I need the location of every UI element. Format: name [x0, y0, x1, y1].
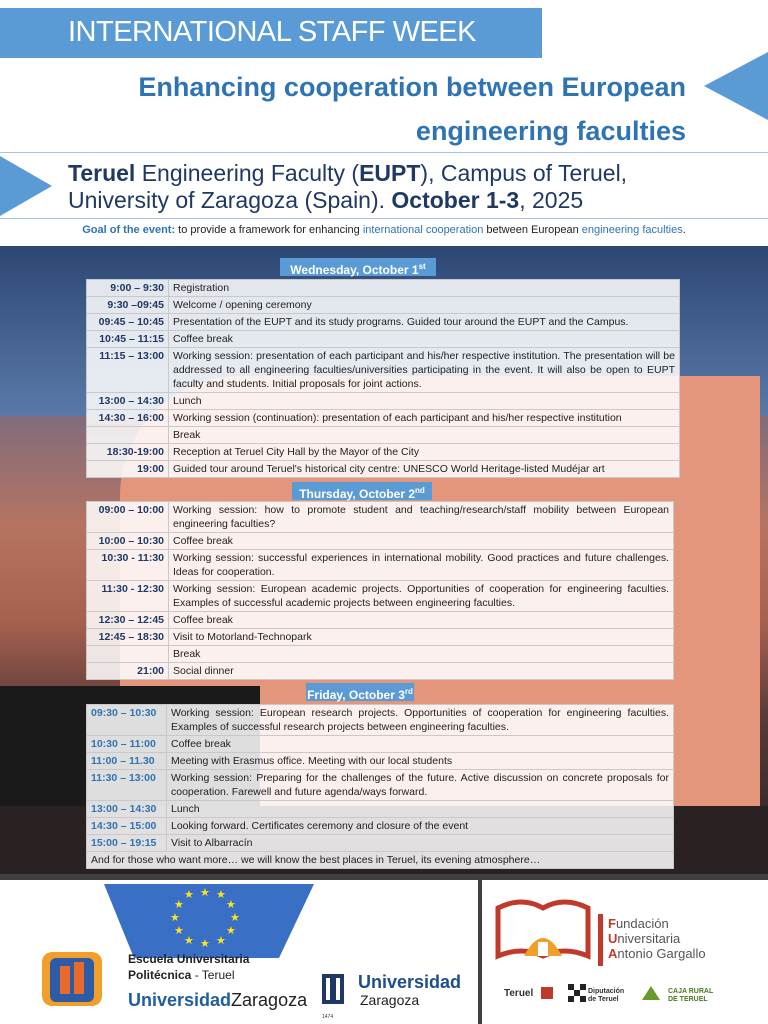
row-desc: Working session: successful experiences in international mobility. Good practices and future challenges. Ideas for cooperation.: [169, 550, 674, 581]
row-desc: Social dinner: [169, 663, 674, 680]
day-heading-thursday: [292, 482, 432, 500]
row-desc: Visit to Albarracín: [167, 835, 674, 852]
row-time: 10:45 – 11:15: [87, 331, 169, 348]
svg-text:★: ★: [184, 934, 194, 947]
table-row: [87, 314, 680, 331]
row-desc: Presentation of the EUPT and its study programs. Guided tour around the EUPT and the Campus.: [169, 314, 680, 331]
divider-mid: [0, 218, 768, 219]
row-time: 15:00 – 19:15: [87, 835, 167, 852]
table-row: [87, 502, 674, 533]
row-time: 19:00: [87, 461, 169, 478]
row-time: 09:45 – 10:45: [87, 314, 169, 331]
goal-part2: between European: [483, 224, 582, 236]
svg-text:★: ★: [200, 886, 210, 899]
row-desc: Coffee break: [167, 736, 674, 753]
row-desc: Reception at Teruel City Hall by the Mayor of the City: [169, 444, 680, 461]
row-desc: Working session: how to promote student and teaching/research/staff mobility between European engineering faculties?: [169, 502, 674, 533]
row-desc: Meeting with Erasmus office. Meeting with our local students: [167, 753, 674, 770]
svg-text:★: ★: [226, 924, 236, 937]
goal-highlight1: international cooperation: [362, 224, 484, 236]
row-time: 13:00 – 14:30: [87, 801, 167, 818]
svg-text:★: ★: [174, 898, 184, 911]
goal-part3: .: [682, 224, 686, 236]
footer-top-bar: [0, 874, 768, 880]
table-row: [87, 852, 674, 869]
row-desc: Visit to Motorland-Technopark: [169, 629, 674, 646]
caja-rural-logo: CAJA RURAL DE TERUEL: [668, 988, 714, 1003]
table-row: [87, 280, 680, 297]
svg-text:★: ★: [226, 898, 236, 911]
uz-wordmark-bold: Universidad: [128, 990, 232, 1010]
table-row: [87, 770, 674, 801]
row-desc: Working session: European research projects. Opportunities of cooperation for engineering faculties. Examples of successful research projects between engineering faculties.: [167, 705, 674, 736]
schedule-wednesday: [86, 279, 680, 478]
table-row: [87, 444, 680, 461]
row-time: [87, 427, 169, 444]
eupt-logo-icon: [38, 948, 106, 1010]
svg-text:★: ★: [216, 934, 226, 947]
fua-book-icon: [494, 896, 592, 972]
uz-wordmark-left: [128, 990, 307, 1011]
decor-triangle-right-icon: [704, 52, 768, 120]
row-desc: Coffee break: [169, 612, 674, 629]
row-time: 09:30 – 10:30: [87, 705, 167, 736]
row-desc: Lunch: [169, 393, 680, 410]
row-time: 21:00: [87, 663, 169, 680]
table-row: [87, 331, 680, 348]
row-desc: Break: [169, 427, 680, 444]
table-row: [87, 410, 680, 427]
fua-rest1: undación: [615, 916, 669, 931]
eu-flag-icon: [104, 884, 314, 958]
table-row: [87, 646, 674, 663]
table-row: [87, 818, 674, 835]
goal-highlight2: engineering faculties: [581, 224, 683, 236]
escuela-teruel: - Teruel: [191, 968, 235, 982]
table-row: [87, 612, 674, 629]
table-row: [87, 663, 674, 680]
row-time: 12:45 – 18:30: [87, 629, 169, 646]
table-row: [87, 736, 674, 753]
table-row: [87, 835, 674, 852]
row-time: 9:30 –09:45: [87, 297, 169, 314]
svg-text:★: ★: [230, 911, 240, 924]
day-heading-sup: st: [418, 262, 426, 271]
table-row: [87, 533, 674, 550]
subtitle-line2: engineering faculties: [415, 116, 686, 146]
row-desc: Lunch: [167, 801, 674, 818]
table-row: [87, 550, 674, 581]
uz-name-line1: Universidad: [358, 972, 462, 992]
row-time: 14:30 – 15:00: [87, 818, 167, 835]
venue-campus: ), Campus of Teruel,: [420, 160, 628, 186]
table-row: [87, 348, 680, 393]
venue-acronym: EUPT: [359, 160, 421, 186]
schedule-thursday: [86, 501, 674, 680]
fua-line3: [608, 946, 706, 961]
row-desc: Welcome / opening ceremony: [169, 297, 680, 314]
day-heading-wednesday: [280, 258, 436, 276]
row-time: 12:30 – 12:45: [87, 612, 169, 629]
svg-text:★: ★: [216, 888, 226, 901]
table-row: [87, 801, 674, 818]
event-title: INTERNATIONAL STAFF WEEK: [68, 16, 476, 48]
fua-initial1: F: [608, 916, 616, 931]
fua-bar: [598, 914, 603, 966]
row-time: 13:00 – 14:30: [87, 393, 169, 410]
svg-text:★: ★: [184, 888, 194, 901]
venue-university: University of Zaragoza (Spain).: [68, 187, 392, 213]
goal-part1: to provide a framework for enhancing: [175, 224, 363, 236]
table-row: [87, 753, 674, 770]
venue-year: , 2025: [519, 187, 584, 213]
day-heading-text: Friday, October 3: [307, 688, 405, 702]
svg-text:★: ★: [170, 911, 180, 924]
uz-crest-icon: [318, 972, 348, 1016]
table-row: [87, 461, 680, 478]
fua-initial3: A: [608, 946, 618, 961]
footer-divider: [478, 880, 482, 1024]
venue-faculty: Engineering Faculty (: [135, 160, 360, 186]
row-time: 10:00 – 10:30: [87, 533, 169, 550]
teruel-icon: [540, 986, 554, 1000]
day-heading-sup: rd: [404, 687, 413, 696]
day-heading-friday: [306, 683, 414, 701]
table-row: [87, 297, 680, 314]
fua-initial2: U: [608, 931, 618, 946]
table-row: [87, 629, 674, 646]
row-time: 9:00 – 9:30: [87, 280, 169, 297]
escuela-politecnica: Politécnica: [128, 968, 192, 982]
row-time: 11:15 – 13:00: [87, 348, 169, 393]
day-heading-text: Thursday, October 2: [299, 487, 416, 501]
fua-rest3: ntonio Gargallo: [617, 946, 706, 961]
row-desc: Looking forward. Certificates ceremony and closure of the event: [167, 818, 674, 835]
table-row: [87, 427, 680, 444]
row-time: 09:00 – 10:00: [87, 502, 169, 533]
uz-wordmark-normal: Zaragoza: [231, 990, 308, 1010]
row-desc: Break: [169, 646, 674, 663]
row-desc: Working session: European academic projects. Opportunities of cooperation for engineering faculties. Examples of successful academic projects between engineering faculties.: [169, 581, 674, 612]
decor-triangle-left-icon: [0, 156, 52, 216]
diputacion-icon: [568, 984, 586, 1002]
row-desc: Registration: [169, 280, 680, 297]
divider-top: [0, 152, 768, 153]
fua-rest2: niversitaria: [617, 931, 681, 946]
goal-label: Goal of the event:: [82, 224, 176, 236]
row-time: 14:30 – 16:00: [87, 410, 169, 427]
row-time: 11:30 – 13:00: [87, 770, 167, 801]
diputacion-logo: Diputación de Teruel: [588, 988, 625, 1003]
row-time: 18:30-19:00: [87, 444, 169, 461]
row-desc: Coffee break: [169, 533, 674, 550]
subtitle-line1: Enhancing cooperation between European: [138, 72, 686, 102]
goal-text: [0, 224, 768, 236]
row-time: [87, 646, 169, 663]
escuela-name-line2: [128, 968, 235, 982]
uz-year: 1474: [322, 1014, 334, 1020]
uz-name-line2: Zaragoza: [360, 992, 420, 1008]
row-time: 10:30 - 11:30: [87, 550, 169, 581]
closing-note: And for those who want more… we will know the best places in Teruel, its evening atmosphere…: [87, 852, 674, 869]
venue-city: Teruel: [68, 160, 136, 186]
table-row: [87, 393, 680, 410]
fua-line2: [608, 931, 706, 946]
svg-text:★: ★: [200, 937, 210, 950]
row-desc: Working session: presentation of each participant and his/her respective institution. The presentation will be addressed to all engineering faculties/universities participating in the event. It will also be open to EUPT faculty and students. Initial proposals for joint actions.: [169, 348, 680, 393]
fua-name: [608, 916, 706, 961]
day-heading-text: Wednesday, October 1: [290, 263, 419, 277]
venue-text: [68, 160, 758, 214]
row-time: 10:30 – 11:00: [87, 736, 167, 753]
caja-rural-icon: [640, 984, 662, 1002]
svg-text:★: ★: [174, 924, 184, 937]
row-time: 11:00 – 11.30: [87, 753, 167, 770]
row-desc: Working session: Preparing for the challenges of the future. Active discussion on concrete proposals for cooperation. Farewell and future agenda/ways forward.: [167, 770, 674, 801]
schedule-friday: [86, 704, 674, 869]
table-row: [87, 581, 674, 612]
teruel-logo: Teruel: [504, 988, 534, 999]
row-time: 11:30 - 12:30: [87, 581, 169, 612]
table-row: [87, 705, 674, 736]
venue-dates: October 1-3: [391, 187, 520, 213]
row-desc: Coffee break: [169, 331, 680, 348]
escuela-name-line1: Escuela Universitaria: [128, 952, 250, 966]
fua-line1: [608, 916, 706, 931]
row-desc: Working session (continuation): presentation of each participant and his/her respective institution: [169, 410, 680, 427]
row-desc: Guided tour around Teruel's historical city centre: UNESCO World Heritage-listed Mudéjar art: [169, 461, 680, 478]
day-heading-sup: nd: [415, 486, 425, 495]
